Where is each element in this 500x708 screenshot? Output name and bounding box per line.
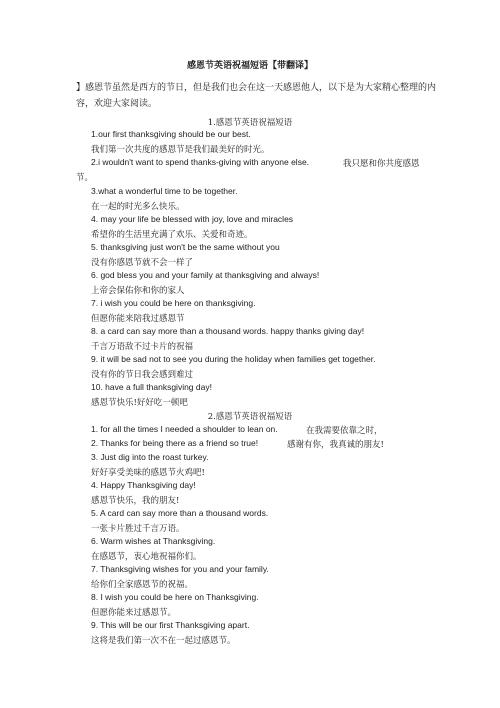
s1-line-4: 3.what a wonderful time to be together. [91,186,238,196]
page-title: 感恩节英语祝福短语【带翻译】 [186,61,313,71]
s1-line-14: 8. a card can say more than a thousand words. happy thanks giving day! [91,326,365,336]
s2-line-13: 8. I wish you could be here on Thanksgiving. [91,592,259,602]
s1-line-13: 但愿你能来陪我过感恩节 [91,314,185,324]
s2-line-1b: 在我需要依靠之时， [306,426,383,436]
section1-heading: 1.感恩节英语祝福短语 [207,118,293,128]
s1-line-6: 4. may your life be blessed with joy, love and miracles [91,214,294,224]
s1-line-17: 没有你的节日我会感到难过 [91,370,194,380]
s2-line-5: 4. Happy Thanksgiving day! [91,480,196,490]
s1-line-10: 6. god bless you and your family at thanksgiving and always! [91,270,320,280]
s2-line-11: 7. Thanksgiving wishes for you and your family. [91,564,269,574]
s1-line-3b: 我只愿和你共度感恩 [343,159,420,169]
s1-line-7: 希望你的生活里充满了欢乐、关爱和奇迹。 [91,230,253,240]
s1-line-19: 感恩节快乐!好好吃一顿吧 [91,398,188,408]
s2-line-3: 3. Just dig into the roast turkey. [91,452,209,462]
s2-line-9: 6. Warm wishes at Thanksgiving. [91,536,216,546]
s1-line-3c: 节。 [76,173,94,183]
s2-line-6: 感恩节快乐，我的朋友! [91,496,180,506]
s2-line-16: 这将是我们第一次不在一起过感恩节。 [91,636,236,646]
s1-line-5: 在一起的时光多么快乐。 [91,202,185,212]
s1-line-2: 我们第一次共度的感恩节是我们最美好的时光。 [91,145,270,155]
s2-line-14: 但愿你能来过感恩节。 [91,608,177,618]
section2-heading: 2.感恩节英语祝福短语 [207,412,293,422]
s1-line-1: 1.our first thanksgiving should be our best. [91,129,251,139]
s2-line-12: 给你们全家感恩节的祝福。 [91,580,194,590]
s1-line-16: 9. it will be sad not to see you during the holiday when families get together. [91,354,376,364]
s1-line-8: 5. thanksgiving just won't be the same without you [91,242,280,252]
s1-line-11: 上帝会保佑你和你的家人 [91,286,185,296]
s1-line-15: 千言万语敌不过卡片的祝福 [91,342,194,352]
s2-line-7: 5. A card can say more than a thousand words. [91,508,269,518]
s1-line-18: 10. have a full thanksgiving day! [91,382,212,392]
s1-line-9: 没有你感恩节就不会一样了 [91,258,194,268]
s2-line-1a: 1. for all the times I needed a shoulder to lean on. [91,424,278,434]
s2-line-10: 在感恩节，衷心地祝福你们。 [91,552,202,562]
s2-line-8: 一张卡片胜过千言万语。 [91,524,185,534]
s1-line-3a: 2.i wouldn't want to spend thanks-giving with anyone else. [91,157,310,167]
s2-line-4: 好好享受美味的感恩节火鸡吧! [91,468,205,478]
s2-line-2a: 2. Thanks for being there as a friend so true! [91,438,259,448]
s1-line-12: 7. i wish you could be here on thanksgiving. [91,298,256,308]
s2-line-2b: 感谢有你，我真诚的朋友! [287,440,384,450]
intro-paragraph: 】感恩节虽然是西方的节日，但是我们也会在这一天感恩他人，以下是为大家精心整理的内容，欢迎大家阅读。 [76,83,437,109]
s2-line-15: 9. This will be our first Thanksgiving apart. [91,620,250,630]
